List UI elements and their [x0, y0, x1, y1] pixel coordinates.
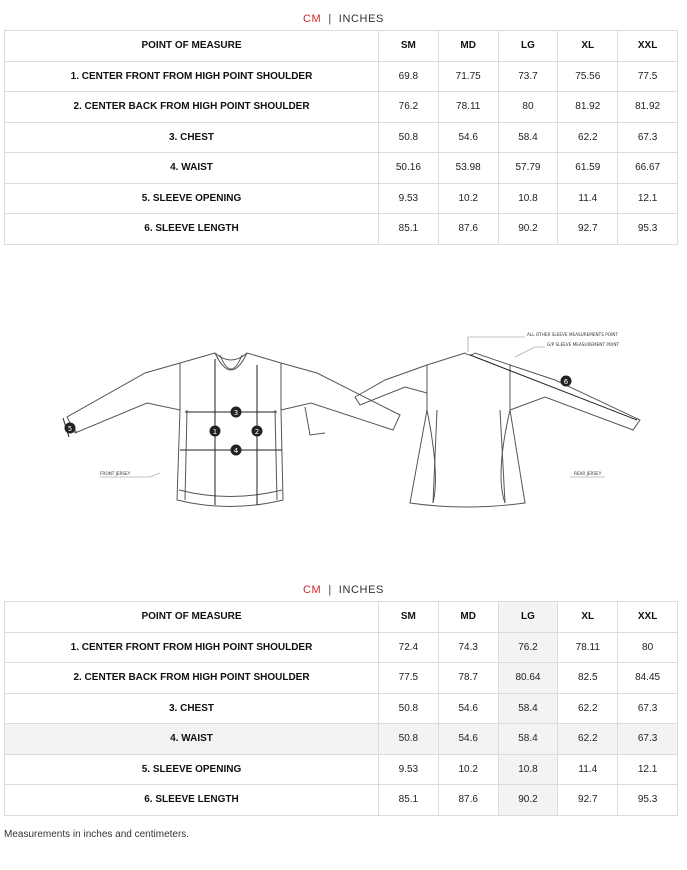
cell-xl: 62.2 — [558, 724, 618, 755]
cell-lg: 10.8 — [498, 754, 558, 785]
header-size-sm: SM — [379, 31, 439, 62]
marker-3 — [231, 407, 242, 418]
unit-inches-option[interactable]: INCHES — [338, 13, 384, 25]
cell-md: 78.7 — [438, 663, 498, 694]
marker-4 — [231, 445, 242, 456]
marker-1 — [210, 426, 221, 437]
cell-xxl: 67.3 — [618, 724, 678, 755]
row-label: 5. SLEEVE OPENING — [5, 183, 379, 214]
measurement-markers — [65, 376, 572, 456]
row-label: 2. CENTER BACK FROM HIGH POINT SHOULDER — [5, 663, 379, 694]
cell-xl: 75.56 — [558, 61, 618, 92]
sleeve-point-note-1: ALL OTHER SLEEVE MEASUREMENTS POINT — [527, 332, 618, 337]
table-row — [5, 183, 678, 214]
unit-cm-option[interactable]: CM — [303, 13, 322, 25]
header-size-sm: SM — [379, 602, 439, 633]
sleeve-point-note-2: G/P SLEEVE MEASUREMENT POINT — [547, 342, 620, 347]
marker-6 — [561, 376, 572, 387]
cell-md: 78.11 — [438, 92, 498, 123]
table-row — [5, 632, 678, 663]
row-label: 2. CENTER BACK FROM HIGH POINT SHOULDER — [5, 92, 379, 123]
callout-leaders — [100, 337, 605, 477]
cell-xxl: 12.1 — [618, 754, 678, 785]
cell-md: 54.6 — [438, 693, 498, 724]
cell-xxl: 67.3 — [618, 693, 678, 724]
row-label: 1. CENTER FRONT FROM HIGH POINT SHOULDER — [5, 632, 379, 663]
svg-text:5: 5 — [67, 425, 73, 433]
cell-lg: 58.4 — [498, 724, 558, 755]
table-row — [5, 724, 678, 755]
svg-text:1: 1 — [212, 428, 218, 436]
unit-cm-option[interactable]: CM — [303, 584, 322, 596]
header-size-xxl: XXL — [618, 602, 678, 633]
cell-xl: 11.4 — [558, 754, 618, 785]
cell-xxl: 95.3 — [618, 214, 678, 245]
measurement-lines — [63, 359, 282, 505]
header-size-xl: XL — [558, 602, 618, 633]
row-label: 4. WAIST — [5, 724, 379, 755]
svg-text:3: 3 — [233, 409, 239, 417]
front-jersey-outline — [67, 353, 400, 507]
cell-xxl: 84.45 — [618, 663, 678, 694]
cell-xxl: 66.67 — [618, 153, 678, 184]
cell-lg: 58.4 — [498, 693, 558, 724]
size-chart-table-top — [4, 30, 678, 245]
header-size-md: MD — [438, 31, 498, 62]
cell-xl: 11.4 — [558, 183, 618, 214]
row-label: 3. CHEST — [5, 693, 379, 724]
cell-md: 10.2 — [438, 754, 498, 785]
marker-5 — [65, 423, 76, 434]
cell-sm: 50.8 — [379, 724, 439, 755]
row-label: 3. CHEST — [5, 122, 379, 153]
cell-sm: 77.5 — [379, 663, 439, 694]
cell-md: 71.75 — [438, 61, 498, 92]
cell-sm: 76.2 — [379, 92, 439, 123]
table-row — [5, 122, 678, 153]
unit-toggle-top — [0, 13, 687, 25]
cell-xl: 92.7 — [558, 214, 618, 245]
unit-toggle-bottom — [0, 584, 687, 596]
cell-md: 54.6 — [438, 724, 498, 755]
row-label: 6. SLEEVE LENGTH — [5, 214, 379, 245]
unit-inches-option[interactable]: INCHES — [338, 584, 384, 596]
header-size-xl: XL — [558, 31, 618, 62]
cell-sm: 72.4 — [379, 632, 439, 663]
cell-lg: 80.64 — [498, 663, 558, 694]
cell-sm: 85.1 — [379, 214, 439, 245]
cell-xl: 62.2 — [558, 122, 618, 153]
table-row — [5, 693, 678, 724]
cell-lg: 90.2 — [498, 785, 558, 816]
cell-xxl: 81.92 — [618, 92, 678, 123]
cell-xl: 82.5 — [558, 663, 618, 694]
rear-jersey-label: REAR JERSEY — [574, 471, 602, 476]
cell-md: 87.6 — [438, 214, 498, 245]
cell-md: 54.6 — [438, 122, 498, 153]
row-label: 6. SLEEVE LENGTH — [5, 785, 379, 816]
size-chart-table-bottom — [4, 601, 678, 816]
table-row — [5, 153, 678, 184]
table-header-row — [5, 602, 678, 633]
cell-sm: 9.53 — [379, 754, 439, 785]
svg-text:6: 6 — [563, 378, 569, 386]
cell-sm: 50.8 — [379, 693, 439, 724]
sleeve-length-line — [470, 355, 637, 420]
table-row — [5, 754, 678, 785]
cell-xxl: 77.5 — [618, 61, 678, 92]
marker-2 — [252, 426, 263, 437]
cell-xxl: 95.3 — [618, 785, 678, 816]
cell-lg: 57.79 — [498, 153, 558, 184]
cell-xl: 78.11 — [558, 632, 618, 663]
cell-xl: 92.7 — [558, 785, 618, 816]
row-label: 4. WAIST — [5, 153, 379, 184]
table-row — [5, 92, 678, 123]
header-size-lg: LG — [498, 602, 558, 633]
cell-md: 10.2 — [438, 183, 498, 214]
jersey-measurement-diagram — [55, 325, 645, 525]
table-row — [5, 61, 678, 92]
measurement-footnote: Measurements in inches and centimeters. — [4, 829, 190, 840]
header-size-lg: LG — [498, 31, 558, 62]
unit-separator: | — [328, 584, 332, 596]
cell-lg: 10.8 — [498, 183, 558, 214]
cell-sm: 69.8 — [379, 61, 439, 92]
cell-md: 53.98 — [438, 153, 498, 184]
cell-sm: 85.1 — [379, 785, 439, 816]
header-point-of-measure: POINT OF MEASURE — [5, 602, 379, 633]
svg-text:2: 2 — [254, 428, 260, 436]
cell-md: 87.6 — [438, 785, 498, 816]
rear-jersey-outline — [355, 353, 640, 507]
table-row — [5, 663, 678, 694]
cell-lg: 76.2 — [498, 632, 558, 663]
cell-lg: 73.7 — [498, 61, 558, 92]
table-header-row — [5, 31, 678, 62]
header-size-xxl: XXL — [618, 31, 678, 62]
cell-xl: 62.2 — [558, 693, 618, 724]
cell-sm: 50.8 — [379, 122, 439, 153]
header-size-md: MD — [438, 602, 498, 633]
cell-xl: 81.92 — [558, 92, 618, 123]
front-jersey-label: FRONT JERSEY — [100, 471, 131, 476]
table-row — [5, 214, 678, 245]
cell-sm: 9.53 — [379, 183, 439, 214]
unit-separator: | — [328, 13, 332, 25]
cell-xl: 61.59 — [558, 153, 618, 184]
cell-lg: 80 — [498, 92, 558, 123]
row-label: 5. SLEEVE OPENING — [5, 754, 379, 785]
cell-xxl: 12.1 — [618, 183, 678, 214]
cell-md: 74.3 — [438, 632, 498, 663]
cell-xxl: 80 — [618, 632, 678, 663]
svg-text:4: 4 — [233, 447, 239, 455]
row-label: 1. CENTER FRONT FROM HIGH POINT SHOULDER — [5, 61, 379, 92]
table-row — [5, 785, 678, 816]
cell-lg: 90.2 — [498, 214, 558, 245]
cell-xxl: 67.3 — [618, 122, 678, 153]
cell-lg: 58.4 — [498, 122, 558, 153]
cell-sm: 50.16 — [379, 153, 439, 184]
header-point-of-measure: POINT OF MEASURE — [5, 31, 379, 62]
